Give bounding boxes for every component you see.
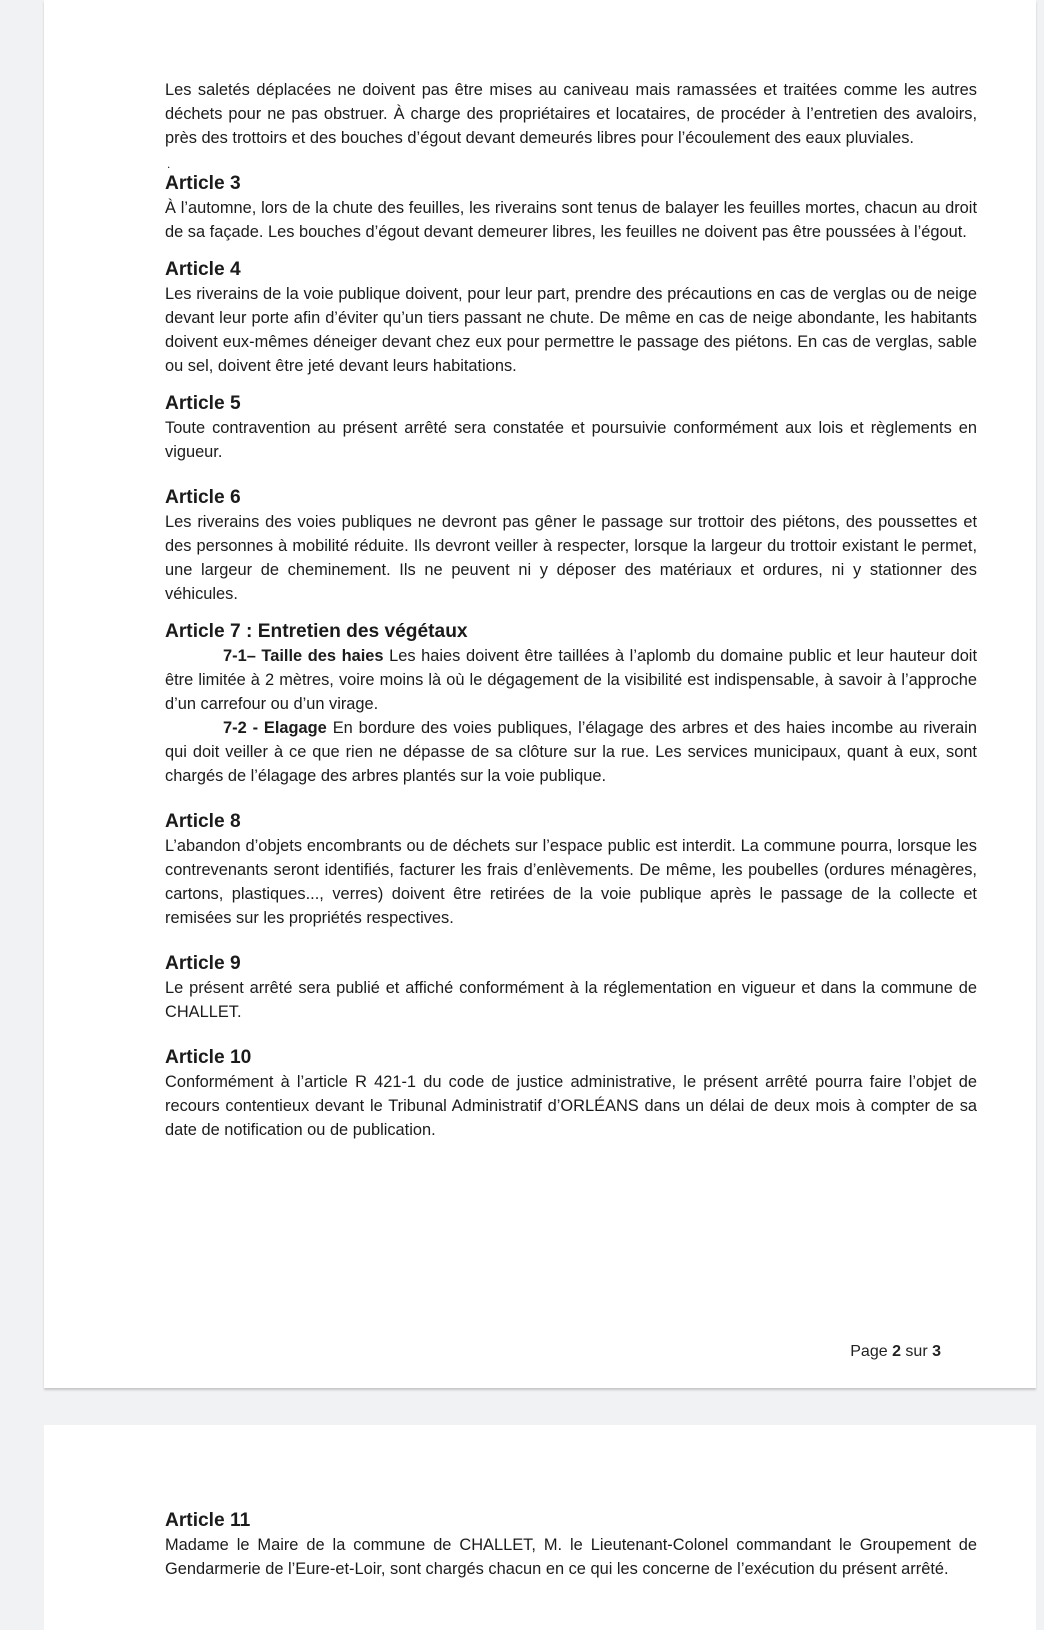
article-5-text: Toute contravention au présent arrêté sera constatée et poursuivie conformément aux lois et règlements en vigueur. xyxy=(165,419,977,461)
article-6-text: Les riverains des voies publiques ne devront pas gêner le passage sur trottoir des piétons, des poussettes et des personnes à mobilité réduite. Ils devront veiller à respecter, lorsque la largeur du trottoir existant le permet, une largeur de cheminement. Ils ne peuvent ni y déposer des matériaux et ordures, ni y stationner des véhicules. xyxy=(165,513,977,603)
page-number-middle: sur xyxy=(900,1343,933,1360)
article-9-text: Le présent arrêté sera publié et affiché conformément à la réglementation en vigueur et dans la commune de CHALLET. xyxy=(165,979,977,1021)
article-7-1-text xyxy=(165,644,977,716)
article-7-2-body: En bordure des voies publiques, l’élagage des arbres et des haies incombe au riverain qui doit veiller à ce que rien ne dépasse de sa clôture sur la rue. Les services municipaux, quant à eux, sont chargés de l’élagage des arbres plantés sur la voie publique. xyxy=(165,719,977,785)
page-number xyxy=(850,1343,941,1361)
article-9-heading: Article 9 xyxy=(165,953,241,974)
article-3-heading: Article 3 xyxy=(165,173,241,194)
article-11-text: Madame le Maire de la commune de CHALLET, M. le Lieutenant-Colonel commandant le Groupement de Gendarmerie de l’Eure-et-Loir, sont chargés chacun en ce qui les concerne de l’exécution du présent arrêté. xyxy=(165,1536,977,1578)
document-page-2 xyxy=(44,0,1036,1388)
article-7-1-label: 7-1– Taille des haies xyxy=(223,647,384,665)
page-number-total: 3 xyxy=(932,1343,941,1360)
article-11-heading: Article 11 xyxy=(165,1510,251,1531)
article-7-1-body: Les haies doivent être taillées à l’aplomb du domaine public et leur hauteur doit être limitée à 2 mètres, voire moins là où le dégagement de la visibilité est indispensable, à savoir à l’approche d’un carrefour ou d’un virage. xyxy=(165,647,978,713)
article-10-text: Conformément à l’article R 421-1 du code de justice administrative, le présent arrêté pourra faire l’objet de recours contentieux devant le Tribunal Administratif d’ORLÉANS dans un délai de deux mois à compter de sa date de notification ou de publication. xyxy=(165,1073,977,1139)
article-4-heading: Article 4 xyxy=(165,259,241,280)
stray-dot: . xyxy=(167,157,171,171)
article-6-heading: Article 6 xyxy=(165,487,241,508)
intro-paragraph: Les saletés déplacées ne doivent pas être mises au caniveau mais ramassées et traitées comme les autres déchets pour ne pas obstruer. À charge des propriétaires et locataires, de procéder à l’entretien des avaloirs, près des trottoirs et des bouches d’égout devant demeurés libres pour l’écoulement des eaux pluviales. xyxy=(165,81,977,147)
page-number-prefix: Page xyxy=(850,1343,893,1360)
article-7-2-text xyxy=(165,716,977,788)
page-body xyxy=(165,78,977,1142)
article-7-heading: Article 7 : Entretien des végétaux xyxy=(165,621,468,642)
page-number-current: 2 xyxy=(892,1343,901,1360)
article-8-text: L’abandon d’objets encombrants ou de déchets sur l’espace public est interdit. La commune pourra, lorsque les contrevenants seront identifiés, facturer les frais d’enlèvements. De même, les poubelles (ordures ménagères, cartons, plastiques..., verres) doivent être retirées de la voie publique après le passage de la collecte et remisées sur les propriétés respectives. xyxy=(165,837,977,927)
article-7-2-label: 7-2 - Elagage xyxy=(223,719,327,737)
page-3-body xyxy=(165,1509,977,1581)
article-4-text: Les riverains de la voie publique doivent, pour leur part, prendre des précautions en cas de verglas ou de neige devant leur porte afin d’éviter qu’un tiers passant ne chute. De même en cas de neige abondante, les habitants doivent eux-mêmes déneiger devant chez eux pour permettre le passage des piétons. En cas de verglas, sable ou sel, doivent être jeté devant leurs habitations. xyxy=(165,285,977,375)
article-8-heading: Article 8 xyxy=(165,811,241,832)
document-page-3 xyxy=(44,1425,1036,1630)
article-10-heading: Article 10 xyxy=(165,1047,252,1068)
article-5-heading: Article 5 xyxy=(165,393,241,414)
article-3-text: À l’automne, lors de la chute des feuilles, les riverains sont tenus de balayer les feuilles mortes, chacun au droit de sa façade. Les bouches d’égout devant demeurer libres, les feuilles ne doivent pas être poussées à l’égout. xyxy=(165,199,977,241)
